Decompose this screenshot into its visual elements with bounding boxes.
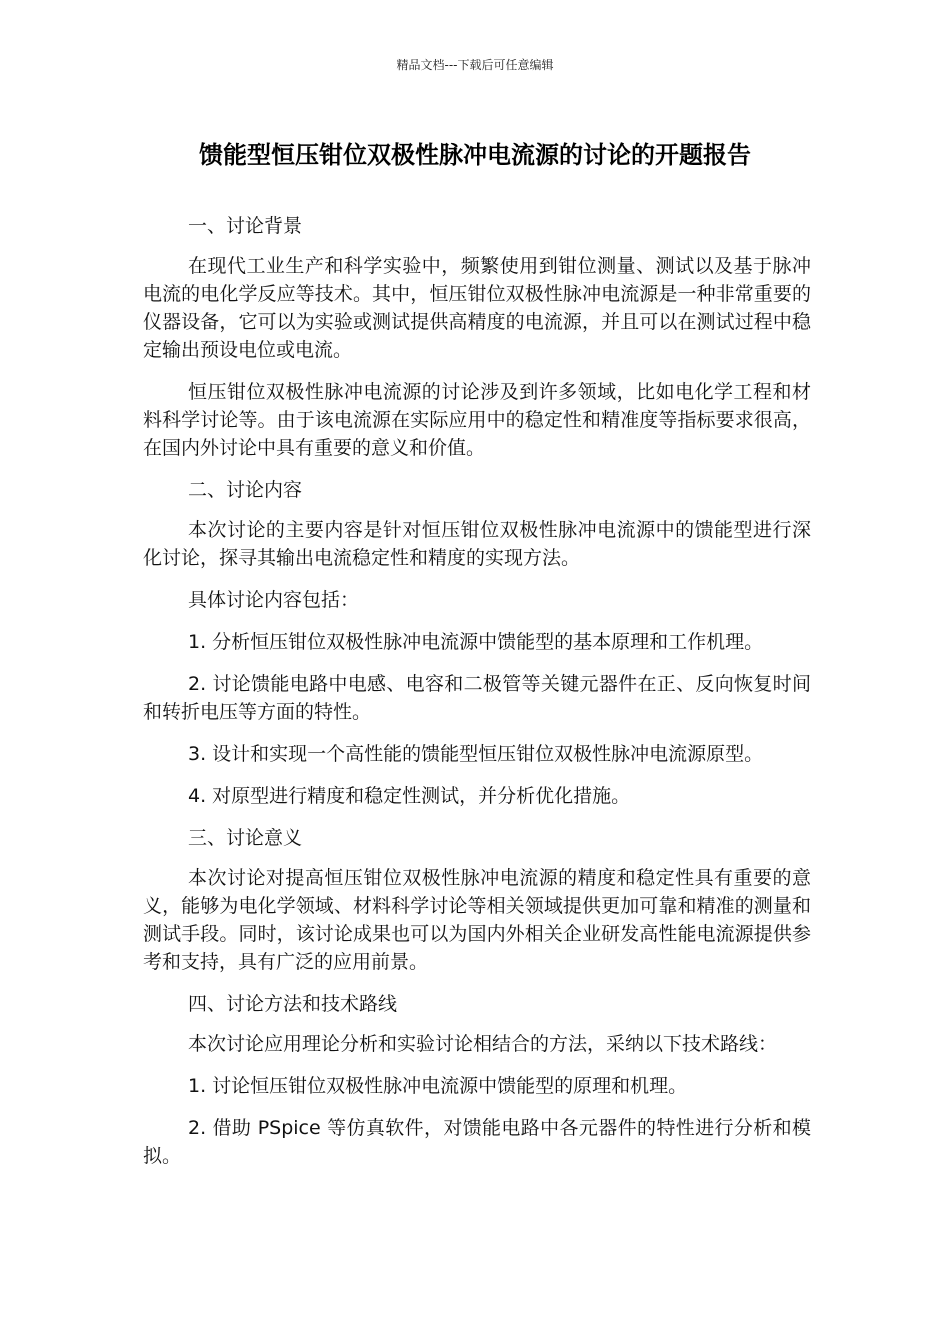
document-body: [143, 212, 811, 1184]
paragraph-method-intro: 本次讨论应用理论分析和实验讨论相结合的方法，采纳以下技术路线：: [188, 1033, 778, 1055]
document-title: 馈能型恒压钳位双极性脉冲电流源的讨论的开题报告: [199, 141, 751, 169]
section-heading-content: 二、讨论内容: [188, 479, 303, 501]
list-item-content-2: 2. 讨论馈能电路中电感、电容和二极管等关键元器件在正、反向恢复时间和转折电压等方面的特性。: [143, 673, 811, 723]
paragraph-significance: 本次讨论对提高恒压钳位双极性脉冲电流源的精度和稳定性具有重要的意义，能够为电化学领域、材料科学讨论等相关领域提供更加可靠和精准的测量和测试手段。同时，该讨论成果也可以为国内外相关企业研发高性能电流源提供参考和支持，具有广泛的应用前景。: [143, 867, 811, 973]
list-item-content-4: 4. 对原型进行精度和稳定性测试，并分析优化措施。: [188, 785, 631, 807]
page-header: 精品文档---下载后可任意编辑: [396, 58, 554, 72]
paragraph-background-1: 在现代工业生产和科学实验中，频繁使用到钳位测量、测试以及基于脉冲电流的电化学反应等技术。其中，恒压钳位双极性脉冲电流源是一种非常重要的仪器设备，它可以为实验或测试提供高精度的电流源，并且可以在测试过程中稳定输出预设电位或电流。: [143, 255, 811, 361]
paragraph-background-2: 恒压钳位双极性脉冲电流源的讨论涉及到许多领域，比如电化学工程和材料科学讨论等。由于该电流源在实际应用中的稳定性和精准度等指标要求很高，在国内外讨论中具有重要的意义和价值。: [143, 381, 811, 459]
list-item-method-1: 1. 讨论恒压钳位双极性脉冲电流源中馈能型的原理和机理。: [188, 1075, 688, 1097]
list-item-content-3: 3. 设计和实现一个高性能的馈能型恒压钳位双极性脉冲电流源原型。: [188, 743, 764, 765]
list-item-method-2: 2. 借助 PSpice 等仿真软件，对馈能电路中各元器件的特性进行分析和模拟。: [143, 1117, 811, 1167]
paragraph-content-lead: 具体讨论内容包括：: [188, 589, 360, 611]
section-heading-significance: 三、讨论意义: [188, 827, 303, 849]
section-heading-background: 一、讨论背景: [188, 215, 303, 237]
paragraph-content-intro: 本次讨论的主要内容是针对恒压钳位双极性脉冲电流源中的馈能型进行深化讨论，探寻其输出电流稳定性和精度的实现方法。: [143, 519, 811, 569]
list-item-content-1: 1. 分析恒压钳位双极性脉冲电流源中馈能型的基本原理和工作机理。: [188, 631, 764, 653]
section-heading-method: 四、讨论方法和技术路线: [188, 993, 398, 1015]
